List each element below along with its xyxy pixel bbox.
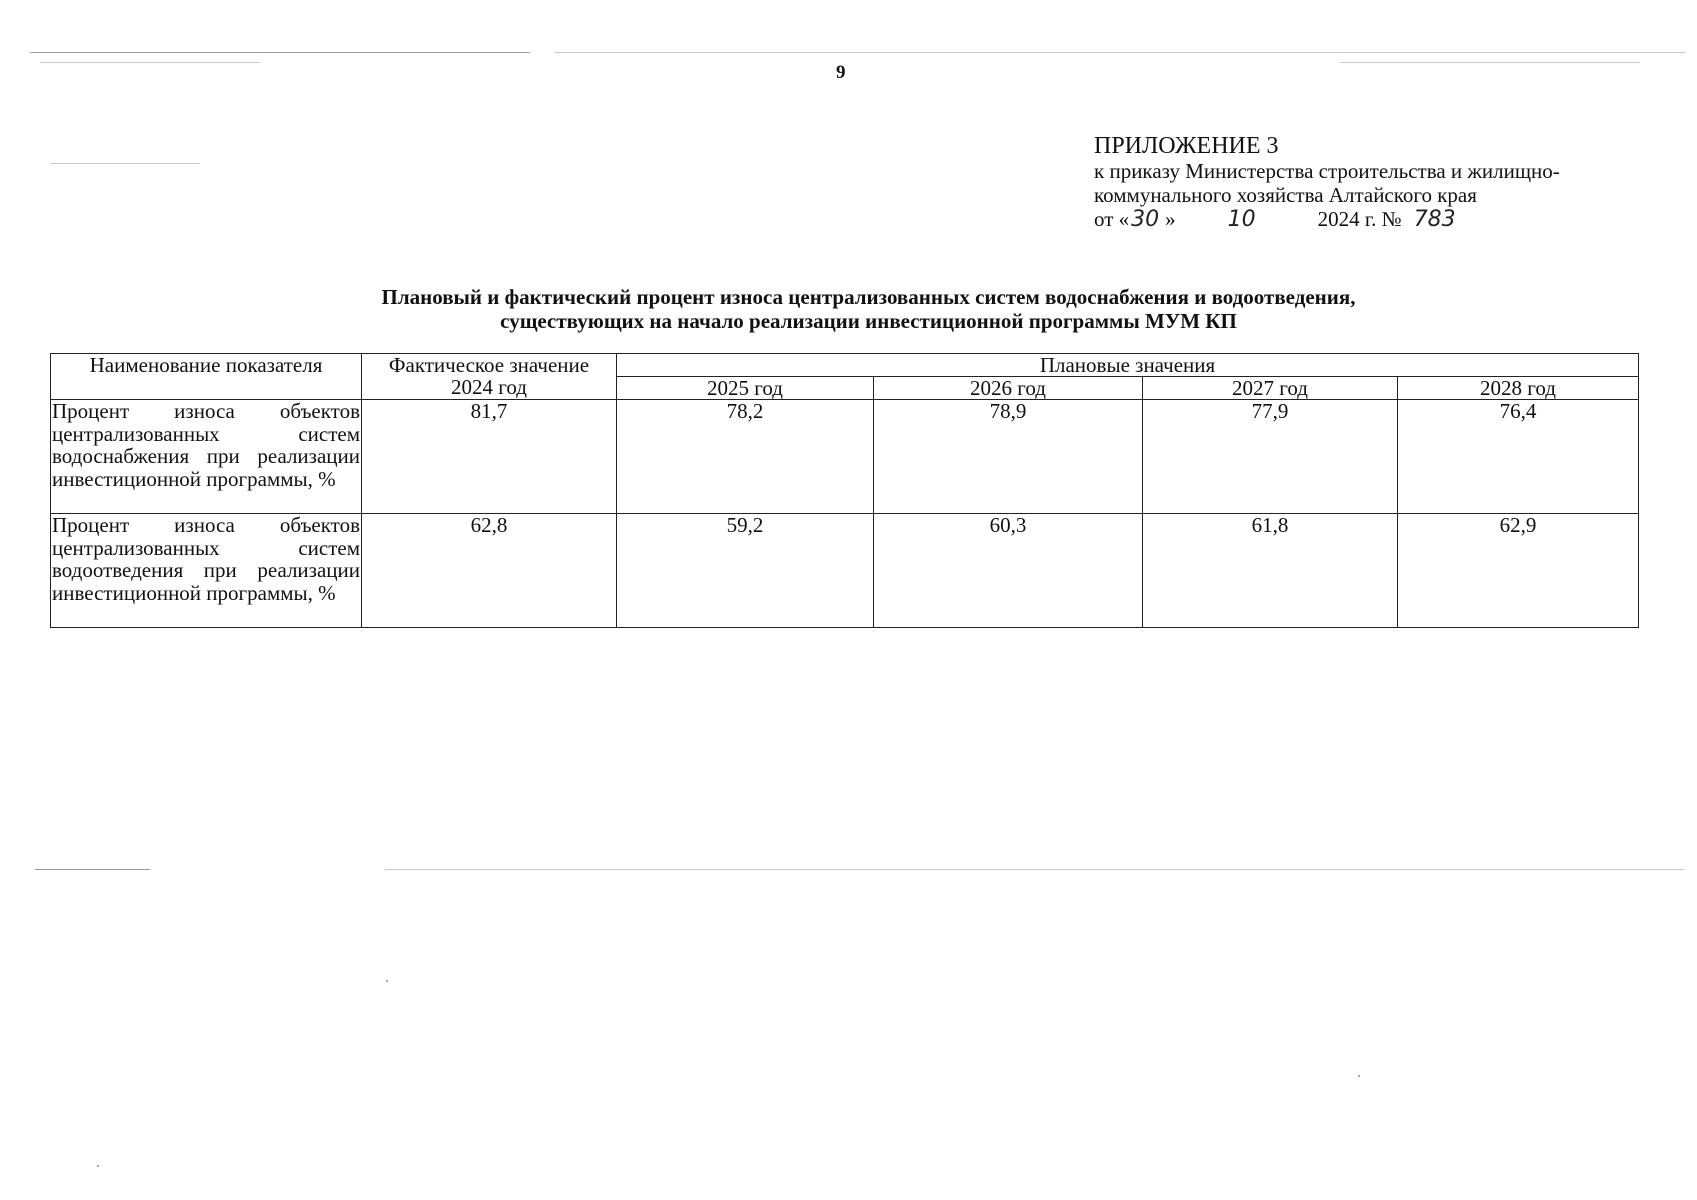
scan-speck: [386, 980, 388, 982]
header-year: 2026 год: [874, 377, 1143, 400]
scan-artifact-line: [35, 869, 150, 870]
header-planned: Плановые значения: [617, 354, 1639, 377]
row-label: Процент износа объектов централизованных систем водоснабжения при реализации инвестиционной программы, %: [51, 400, 362, 514]
header-year: 2025 год: [617, 377, 874, 400]
appendix-title: ПРИЛОЖЕНИЕ 3: [1094, 133, 1279, 159]
scan-speck: [1358, 1075, 1360, 1077]
table-cell: 60,3: [874, 514, 1143, 628]
table-cell: 78,9: [874, 400, 1143, 514]
header-year: 2027 год: [1143, 377, 1398, 400]
scan-artifact-line: [555, 52, 1685, 53]
table-row: [51, 400, 1639, 514]
header-year: 2028 год: [1398, 377, 1639, 400]
row-label: Процент износа объектов централизованных систем водоотведения при реализации инвестиционной программы, %: [51, 514, 362, 628]
table-cell: 76,4: [1398, 400, 1639, 514]
page-number: 9: [836, 62, 846, 83]
document-title-line-1: Плановый и фактический процент износа централизованных систем водоснабжения и водоотведения,: [381, 285, 1356, 309]
table-row: [51, 514, 1639, 628]
scan-speck: [97, 1165, 99, 1167]
document-title-line-2: существующих на начало реализации инвестиционной программы МУМ КП: [500, 309, 1237, 333]
scan-artifact-line: [385, 869, 1685, 870]
appendix-line-2: коммунального хозяйства Алтайского края: [1094, 183, 1477, 207]
appendix-line-1: к приказу Министерства строительства и жилищно-: [1094, 159, 1560, 183]
table-cell: 62,8: [362, 514, 617, 628]
scan-artifact-line: [30, 52, 530, 53]
handwritten-order-number: 783: [1413, 207, 1456, 232]
table-cell: 81,7: [362, 400, 617, 514]
table-cell: 77,9: [1143, 400, 1398, 514]
indicators-table: [50, 353, 1639, 628]
date-prefix: от «: [1094, 207, 1130, 231]
order-date-line: [1094, 207, 1560, 232]
table-cell: 78,2: [617, 400, 874, 514]
table-cell: 62,9: [1398, 514, 1639, 628]
header-indicator: Наименование показателя: [51, 354, 362, 400]
table-cell: 59,2: [617, 514, 874, 628]
year-number-label: 2024 г. №: [1317, 207, 1402, 231]
table-cell: 61,8: [1143, 514, 1398, 628]
header-actual: [362, 354, 617, 400]
header-actual-year: 2024 год: [451, 375, 527, 399]
scan-artifact-line: [40, 62, 260, 63]
date-close-quote: »: [1165, 207, 1176, 231]
header-actual-label: Фактическое значение: [388, 353, 590, 377]
table-header-row: [51, 354, 1639, 377]
handwritten-month: 10: [1227, 207, 1256, 232]
appendix-block: [1094, 133, 1560, 232]
scan-artifact-line: [50, 163, 200, 164]
handwritten-day: 30: [1131, 207, 1160, 232]
scan-artifact-line: [1340, 62, 1640, 63]
document-title: [0, 285, 1697, 333]
